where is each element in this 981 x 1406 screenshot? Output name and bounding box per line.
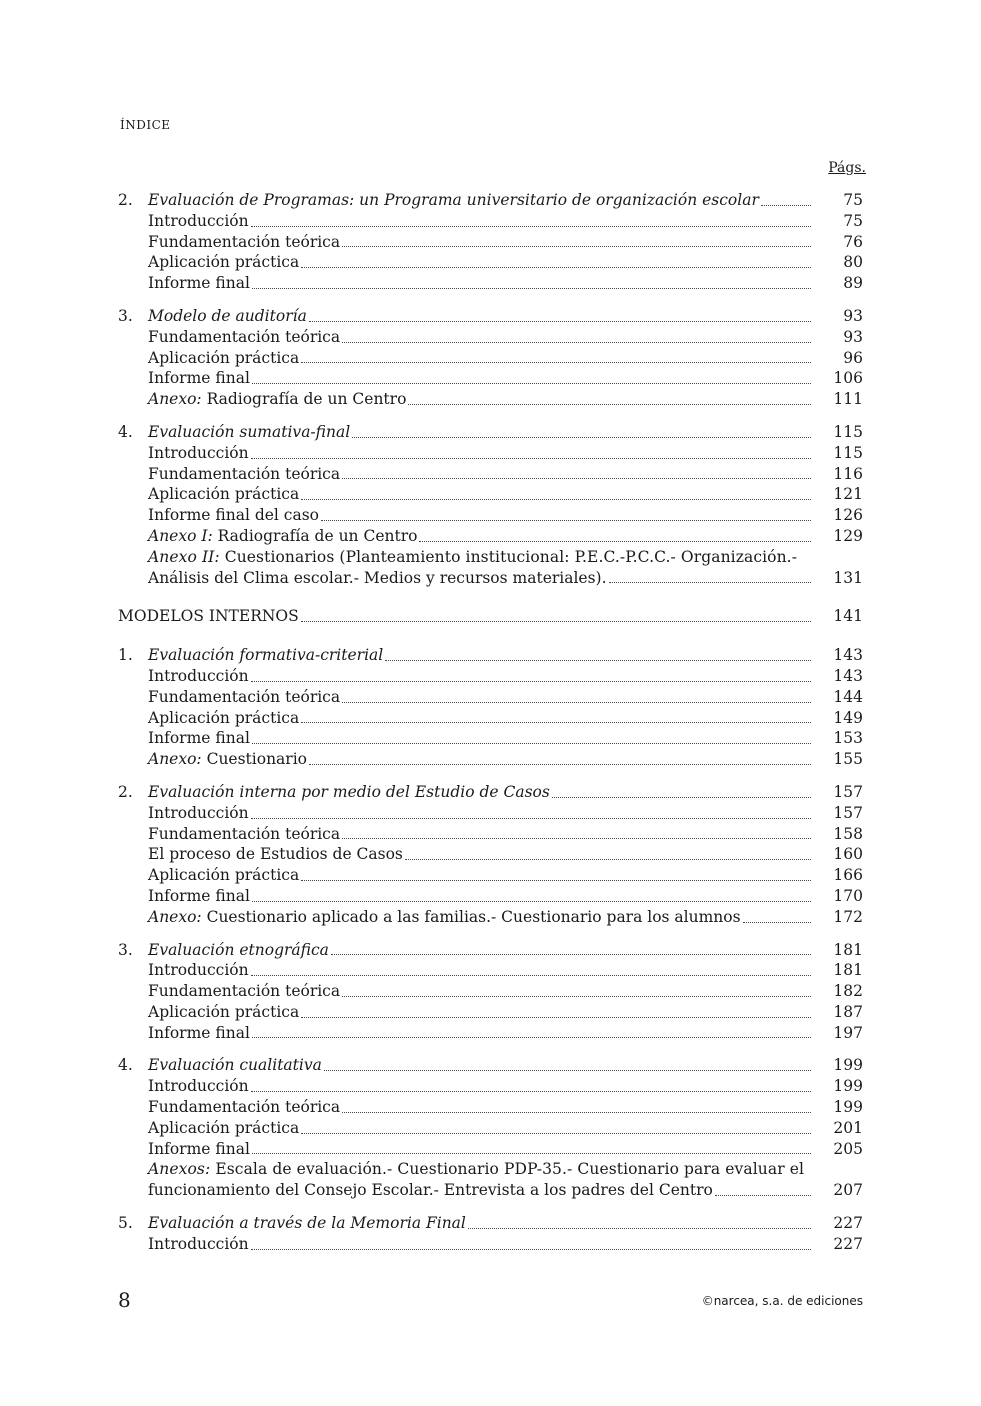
toc-entry-text: Fundamentación teórica bbox=[148, 824, 341, 843]
toc-section bbox=[118, 645, 863, 770]
toc-entry-label bbox=[148, 865, 299, 886]
leader-dots bbox=[252, 901, 811, 902]
toc-entry-prefix: Anexos: bbox=[148, 1160, 211, 1179]
toc-page-number: 172 bbox=[833, 907, 863, 926]
toc-chapter-row[interactable] bbox=[118, 306, 863, 327]
toc-entry-text: Fundamentación teórica bbox=[148, 982, 341, 1001]
toc-entry-label bbox=[148, 368, 250, 389]
toc-entry-text: Fundamentación teórica bbox=[148, 687, 341, 706]
toc-entry-text: Análisis del Clima escolar.- Medios y recursos materiales). bbox=[148, 568, 607, 587]
toc-page-number: 181 bbox=[833, 961, 863, 980]
leader-dots bbox=[252, 288, 811, 289]
toc-entry-prefix: Anexo: bbox=[148, 907, 202, 926]
toc-entry-label bbox=[148, 666, 249, 687]
toc-section bbox=[118, 1213, 863, 1255]
toc-page-number: 199 bbox=[833, 1056, 863, 1075]
toc-page-number: 75 bbox=[843, 191, 863, 209]
toc-chapter-number: 4. bbox=[118, 1056, 133, 1075]
toc-page-number: 207 bbox=[833, 1181, 863, 1200]
leader-dots bbox=[301, 1017, 811, 1018]
toc-page-number: 149 bbox=[833, 708, 863, 727]
toc-page-number: 93 bbox=[843, 306, 863, 325]
toc-page-number: 227 bbox=[833, 1214, 863, 1233]
toc-chapter-title: Evaluación sumativa-final bbox=[148, 422, 351, 441]
toc-chapter-row[interactable] bbox=[118, 422, 863, 443]
toc-entry-text: Aplicación práctica bbox=[148, 866, 300, 885]
toc-section bbox=[118, 940, 863, 1044]
toc-section bbox=[118, 190, 863, 294]
toc-entry-text: Radiografía de un Centro bbox=[201, 390, 407, 409]
toc-annex-line bbox=[148, 1180, 863, 1201]
leader-dots bbox=[251, 1249, 811, 1250]
leader-dots bbox=[301, 1133, 811, 1134]
leader-dots bbox=[609, 582, 811, 583]
leader-dots bbox=[342, 1112, 811, 1113]
toc-entry-row[interactable] bbox=[118, 1234, 863, 1255]
toc-entry-prefix: Anexo: bbox=[148, 390, 202, 409]
toc-entry-prefix: Anexo II: bbox=[148, 547, 220, 566]
leader-dots bbox=[468, 1228, 811, 1229]
toc-entry-row[interactable] bbox=[118, 252, 863, 273]
leader-dots bbox=[342, 702, 811, 703]
toc-chapter-number: 1. bbox=[118, 646, 133, 665]
toc-entry-row[interactable] bbox=[118, 728, 863, 749]
toc-page-number: 157 bbox=[833, 782, 863, 801]
toc-entry-row[interactable] bbox=[118, 211, 863, 232]
toc-page-number: 89 bbox=[843, 274, 863, 293]
toc-entry-text: Informe final del caso bbox=[148, 506, 320, 525]
toc-chapter-title: Evaluación a través de la Memoria Final bbox=[148, 1214, 466, 1233]
toc-section bbox=[118, 422, 863, 588]
toc-page-number: 181 bbox=[833, 940, 863, 959]
toc-page-number: 227 bbox=[833, 1234, 863, 1253]
toc-entry-label bbox=[148, 273, 250, 294]
toc-chapter-number: 3. bbox=[118, 940, 133, 959]
leader-dots bbox=[301, 362, 811, 363]
toc-entry-label bbox=[148, 327, 340, 348]
leader-dots bbox=[251, 458, 811, 459]
toc-page-number: 199 bbox=[833, 1077, 863, 1096]
toc-annex-line bbox=[148, 547, 863, 568]
toc-section bbox=[118, 782, 863, 928]
leader-dots bbox=[743, 922, 811, 923]
toc-entry-row[interactable] bbox=[118, 981, 863, 1002]
toc-entry-row[interactable] bbox=[118, 389, 863, 410]
toc-section bbox=[118, 306, 863, 410]
toc-page-number: 157 bbox=[833, 803, 863, 822]
leader-dots bbox=[301, 722, 811, 723]
toc-entry-label bbox=[148, 803, 249, 824]
toc-entry-row[interactable] bbox=[118, 1002, 863, 1023]
leader-dots bbox=[309, 321, 811, 322]
toc-entry-row[interactable] bbox=[118, 803, 863, 824]
toc-entry-text: Escala de evaluación.- Cuestionario PDP-35.- Cuestionario para evaluar el bbox=[210, 1160, 805, 1179]
toc-page-number: 143 bbox=[833, 666, 863, 685]
toc-entry-label bbox=[148, 708, 299, 729]
toc-entry-row[interactable] bbox=[118, 865, 863, 886]
leader-dots bbox=[342, 478, 811, 479]
toc-entry-text: Aplicación práctica bbox=[148, 348, 300, 367]
toc-entry-label bbox=[148, 1023, 250, 1044]
toc-entry-row[interactable] bbox=[118, 484, 863, 505]
toc-entry-row[interactable] bbox=[118, 1118, 863, 1139]
toc-entry-text: Introducción bbox=[148, 666, 249, 685]
toc-entry-text: Introducción bbox=[148, 1077, 249, 1096]
toc-entry-text: Aplicación práctica bbox=[148, 1002, 300, 1021]
toc-page-number: 93 bbox=[843, 327, 863, 346]
toc-heading-label: MODELOS INTERNOS bbox=[118, 607, 299, 626]
toc-entry-label bbox=[148, 907, 741, 928]
toc-entry-text: Fundamentación teórica bbox=[148, 327, 341, 346]
toc-page-number: 116 bbox=[833, 464, 863, 483]
leader-dots bbox=[301, 499, 811, 500]
toc-chapter-row[interactable] bbox=[118, 1055, 863, 1076]
toc-page-number: 158 bbox=[833, 824, 863, 843]
toc-entry-text: Informe final bbox=[148, 729, 250, 748]
toc-page-number: 96 bbox=[843, 348, 863, 367]
toc-entry-label bbox=[148, 981, 340, 1002]
toc-page-number: 155 bbox=[833, 750, 863, 769]
toc-entry-text: Aplicación práctica bbox=[148, 708, 300, 727]
toc-chapter-title: Evaluación etnográfica bbox=[148, 940, 329, 959]
toc-entry-row[interactable] bbox=[118, 1023, 863, 1044]
toc-chapter-number: 2. bbox=[118, 191, 133, 209]
toc-entry-label bbox=[148, 960, 249, 981]
leader-dots bbox=[252, 383, 811, 384]
toc-entry-label bbox=[148, 728, 250, 749]
toc-entry-text: Aplicación práctica bbox=[148, 253, 300, 272]
toc-entry-text: Introducción bbox=[148, 961, 249, 980]
toc-entry-text: Cuestionario aplicado a las familias.- Cuestionario para los alumnos bbox=[201, 907, 741, 926]
leader-dots bbox=[321, 520, 811, 521]
toc-page-number: 80 bbox=[843, 253, 863, 272]
leader-dots bbox=[252, 1037, 811, 1038]
toc-entry-text: Informe final bbox=[148, 274, 250, 293]
toc-entry-row[interactable] bbox=[118, 824, 863, 845]
toc-page-number: 115 bbox=[833, 443, 863, 462]
toc-entry-row[interactable] bbox=[118, 505, 863, 526]
toc-chapter-title: Evaluación interna por medio del Estudio de Casos bbox=[148, 782, 550, 801]
toc-page-number: 182 bbox=[833, 982, 863, 1001]
leader-dots bbox=[251, 681, 811, 682]
toc-entry-text: Introducción bbox=[148, 803, 249, 822]
toc-page-number: 144 bbox=[833, 687, 863, 706]
toc-annex-line bbox=[148, 1159, 863, 1180]
toc-entry-label bbox=[148, 687, 340, 708]
leader-dots bbox=[761, 205, 811, 206]
leader-dots bbox=[342, 342, 811, 343]
toc-entry-row[interactable] bbox=[118, 368, 863, 389]
toc-entry-row[interactable] bbox=[118, 886, 863, 907]
pages-column-heading: Págs. bbox=[828, 160, 866, 176]
toc-annex-line bbox=[148, 568, 863, 589]
toc-page-number: 201 bbox=[833, 1118, 863, 1137]
leader-dots bbox=[309, 764, 811, 765]
toc-entry-label bbox=[148, 348, 299, 369]
toc-entry-text: Informe final bbox=[148, 1139, 250, 1158]
toc-page-number: 205 bbox=[833, 1139, 863, 1158]
toc-entry-row[interactable] bbox=[118, 687, 863, 708]
toc-annex-entry[interactable] bbox=[118, 1159, 863, 1201]
toc-chapter-title: Evaluación formativa-criterial bbox=[148, 646, 384, 665]
toc-annex-entry[interactable] bbox=[118, 547, 863, 589]
leader-dots bbox=[301, 880, 811, 881]
toc-entry-row[interactable] bbox=[118, 464, 863, 485]
leader-dots bbox=[552, 797, 811, 798]
toc-entry-label bbox=[148, 1234, 249, 1255]
toc-entry-label bbox=[148, 1139, 250, 1160]
leader-dots bbox=[252, 1153, 811, 1154]
toc-entry-row[interactable] bbox=[118, 1097, 863, 1118]
toc-page-number: 199 bbox=[833, 1098, 863, 1117]
leader-dots bbox=[252, 743, 811, 744]
leader-dots bbox=[301, 267, 811, 268]
leader-dots bbox=[301, 621, 811, 622]
toc-entry-label bbox=[148, 464, 340, 485]
toc-page-number: 121 bbox=[833, 485, 863, 504]
toc-heading-row[interactable] bbox=[118, 606, 863, 627]
toc-entry-row[interactable] bbox=[118, 960, 863, 981]
toc-entry-label bbox=[148, 232, 340, 253]
toc-page-number: 115 bbox=[833, 422, 863, 441]
toc-entry-text: Radiografía de un Centro bbox=[212, 526, 418, 545]
toc-entry-text: Fundamentación teórica bbox=[148, 232, 341, 251]
leader-dots bbox=[408, 404, 811, 405]
toc-page-number: 131 bbox=[833, 568, 863, 587]
toc-page-number: 153 bbox=[833, 729, 863, 748]
toc-page-number: 170 bbox=[833, 886, 863, 905]
toc-entry-text: Aplicación práctica bbox=[148, 1118, 300, 1137]
toc-entry-text: Aplicación práctica bbox=[148, 485, 300, 504]
toc-page-number: 143 bbox=[833, 646, 863, 665]
table-of-contents bbox=[118, 190, 863, 1267]
toc-entry-text: Informe final bbox=[148, 369, 250, 388]
toc-entry-text: Fundamentación teórica bbox=[148, 1098, 341, 1117]
leader-dots bbox=[405, 859, 811, 860]
toc-entry-label bbox=[148, 886, 250, 907]
toc-chapter-number: 3. bbox=[118, 306, 133, 325]
toc-entry-prefix: Anexo: bbox=[148, 750, 202, 769]
toc-entry-row[interactable] bbox=[118, 666, 863, 687]
toc-entry-text: funcionamiento del Consejo Escolar.- Entrevista a los padres del Centro bbox=[148, 1181, 713, 1200]
leader-dots bbox=[342, 838, 811, 839]
leader-dots bbox=[342, 996, 811, 997]
toc-chapter-title: Evaluación cualitativa bbox=[148, 1056, 322, 1075]
toc-entry-text: Introducción bbox=[148, 443, 249, 462]
toc-entry-text: Cuestionarios (Planteamiento institucional: P.E.C.-P.C.C.- Organización.- bbox=[219, 547, 798, 566]
toc-entry-row[interactable] bbox=[118, 348, 863, 369]
toc-chapter-title: Modelo de auditoría bbox=[148, 306, 307, 325]
page-number: 8 bbox=[118, 1288, 131, 1312]
toc-entry-row[interactable] bbox=[118, 1076, 863, 1097]
toc-chapter-row[interactable] bbox=[118, 1213, 863, 1234]
toc-page-number: 106 bbox=[833, 369, 863, 388]
toc-page-number: 166 bbox=[833, 866, 863, 885]
leader-dots bbox=[251, 975, 811, 976]
toc-entry-label bbox=[148, 1118, 299, 1139]
toc-entry-prefix: Anexo I: bbox=[148, 526, 213, 545]
toc-entry-label bbox=[148, 824, 340, 845]
toc-page-number: 197 bbox=[833, 1023, 863, 1042]
page-header: ÍNDICE bbox=[120, 118, 171, 132]
toc-entry-text: Introducción bbox=[148, 1234, 249, 1253]
toc-entry-row[interactable] bbox=[118, 273, 863, 294]
toc-page-number: 75 bbox=[843, 211, 863, 230]
toc-entry-label bbox=[148, 484, 299, 505]
toc-entry-text: Informe final bbox=[148, 1023, 250, 1042]
toc-chapter-row[interactable] bbox=[118, 190, 863, 211]
toc-entry-row[interactable] bbox=[118, 708, 863, 729]
toc-chapter-row[interactable] bbox=[118, 940, 863, 961]
toc-entry-text: El proceso de Estudios de Casos bbox=[148, 845, 403, 864]
leader-dots bbox=[385, 660, 811, 661]
toc-entry-row[interactable] bbox=[118, 327, 863, 348]
toc-entry-text: Cuestionario bbox=[201, 750, 307, 769]
toc-page-number: 187 bbox=[833, 1002, 863, 1021]
toc-chapter-title: Evaluación de Programas: un Programa universitario de organización escolar bbox=[148, 191, 759, 209]
toc-entry-label bbox=[148, 844, 403, 865]
toc-entry-row[interactable] bbox=[118, 907, 863, 928]
toc-page-number: 126 bbox=[833, 506, 863, 525]
toc-page-number: 76 bbox=[843, 232, 863, 251]
toc-entry-row[interactable] bbox=[118, 749, 863, 770]
toc-entry-label bbox=[148, 443, 249, 464]
leader-dots bbox=[251, 818, 811, 819]
toc-entry-text: Introducción bbox=[148, 211, 249, 230]
leader-dots bbox=[331, 954, 811, 955]
toc-entry-label bbox=[148, 526, 417, 547]
toc-entry-label bbox=[148, 211, 249, 232]
leader-dots bbox=[352, 437, 811, 438]
publisher-credit: ©narcea, s.a. de ediciones bbox=[701, 1294, 863, 1308]
leader-dots bbox=[251, 226, 811, 227]
leader-dots bbox=[251, 1091, 811, 1092]
toc-chapter-number: 4. bbox=[118, 422, 133, 441]
toc-entry-row[interactable] bbox=[118, 844, 863, 865]
toc-entry-row[interactable] bbox=[118, 526, 863, 547]
toc-entry-label bbox=[148, 1076, 249, 1097]
toc-chapter-row[interactable] bbox=[118, 645, 863, 666]
leader-dots bbox=[324, 1070, 811, 1071]
leader-dots bbox=[419, 541, 811, 542]
toc-entry-label bbox=[148, 389, 406, 410]
toc-page-number: 129 bbox=[833, 526, 863, 545]
toc-entry-row[interactable] bbox=[118, 1139, 863, 1160]
toc-entry-label bbox=[148, 749, 307, 770]
toc-entry-label bbox=[148, 252, 299, 273]
toc-chapter-number: 5. bbox=[118, 1214, 133, 1233]
toc-section bbox=[118, 606, 863, 627]
toc-section bbox=[118, 1055, 863, 1201]
toc-page-number: 111 bbox=[833, 390, 863, 409]
leader-dots bbox=[342, 246, 811, 247]
toc-entry-label bbox=[148, 1002, 299, 1023]
toc-page-number: 141 bbox=[833, 607, 863, 626]
toc-entry-text: Informe final bbox=[148, 886, 250, 905]
toc-chapter-number: 2. bbox=[118, 782, 133, 801]
toc-entry-row[interactable] bbox=[118, 443, 863, 464]
toc-entry-text: Fundamentación teórica bbox=[148, 464, 341, 483]
toc-page-number: 160 bbox=[833, 845, 863, 864]
toc-chapter-row[interactable] bbox=[118, 782, 863, 803]
leader-dots bbox=[715, 1195, 811, 1196]
toc-entry-row[interactable] bbox=[118, 232, 863, 253]
toc-entry-label bbox=[148, 505, 319, 526]
toc-entry-label bbox=[148, 1097, 340, 1118]
